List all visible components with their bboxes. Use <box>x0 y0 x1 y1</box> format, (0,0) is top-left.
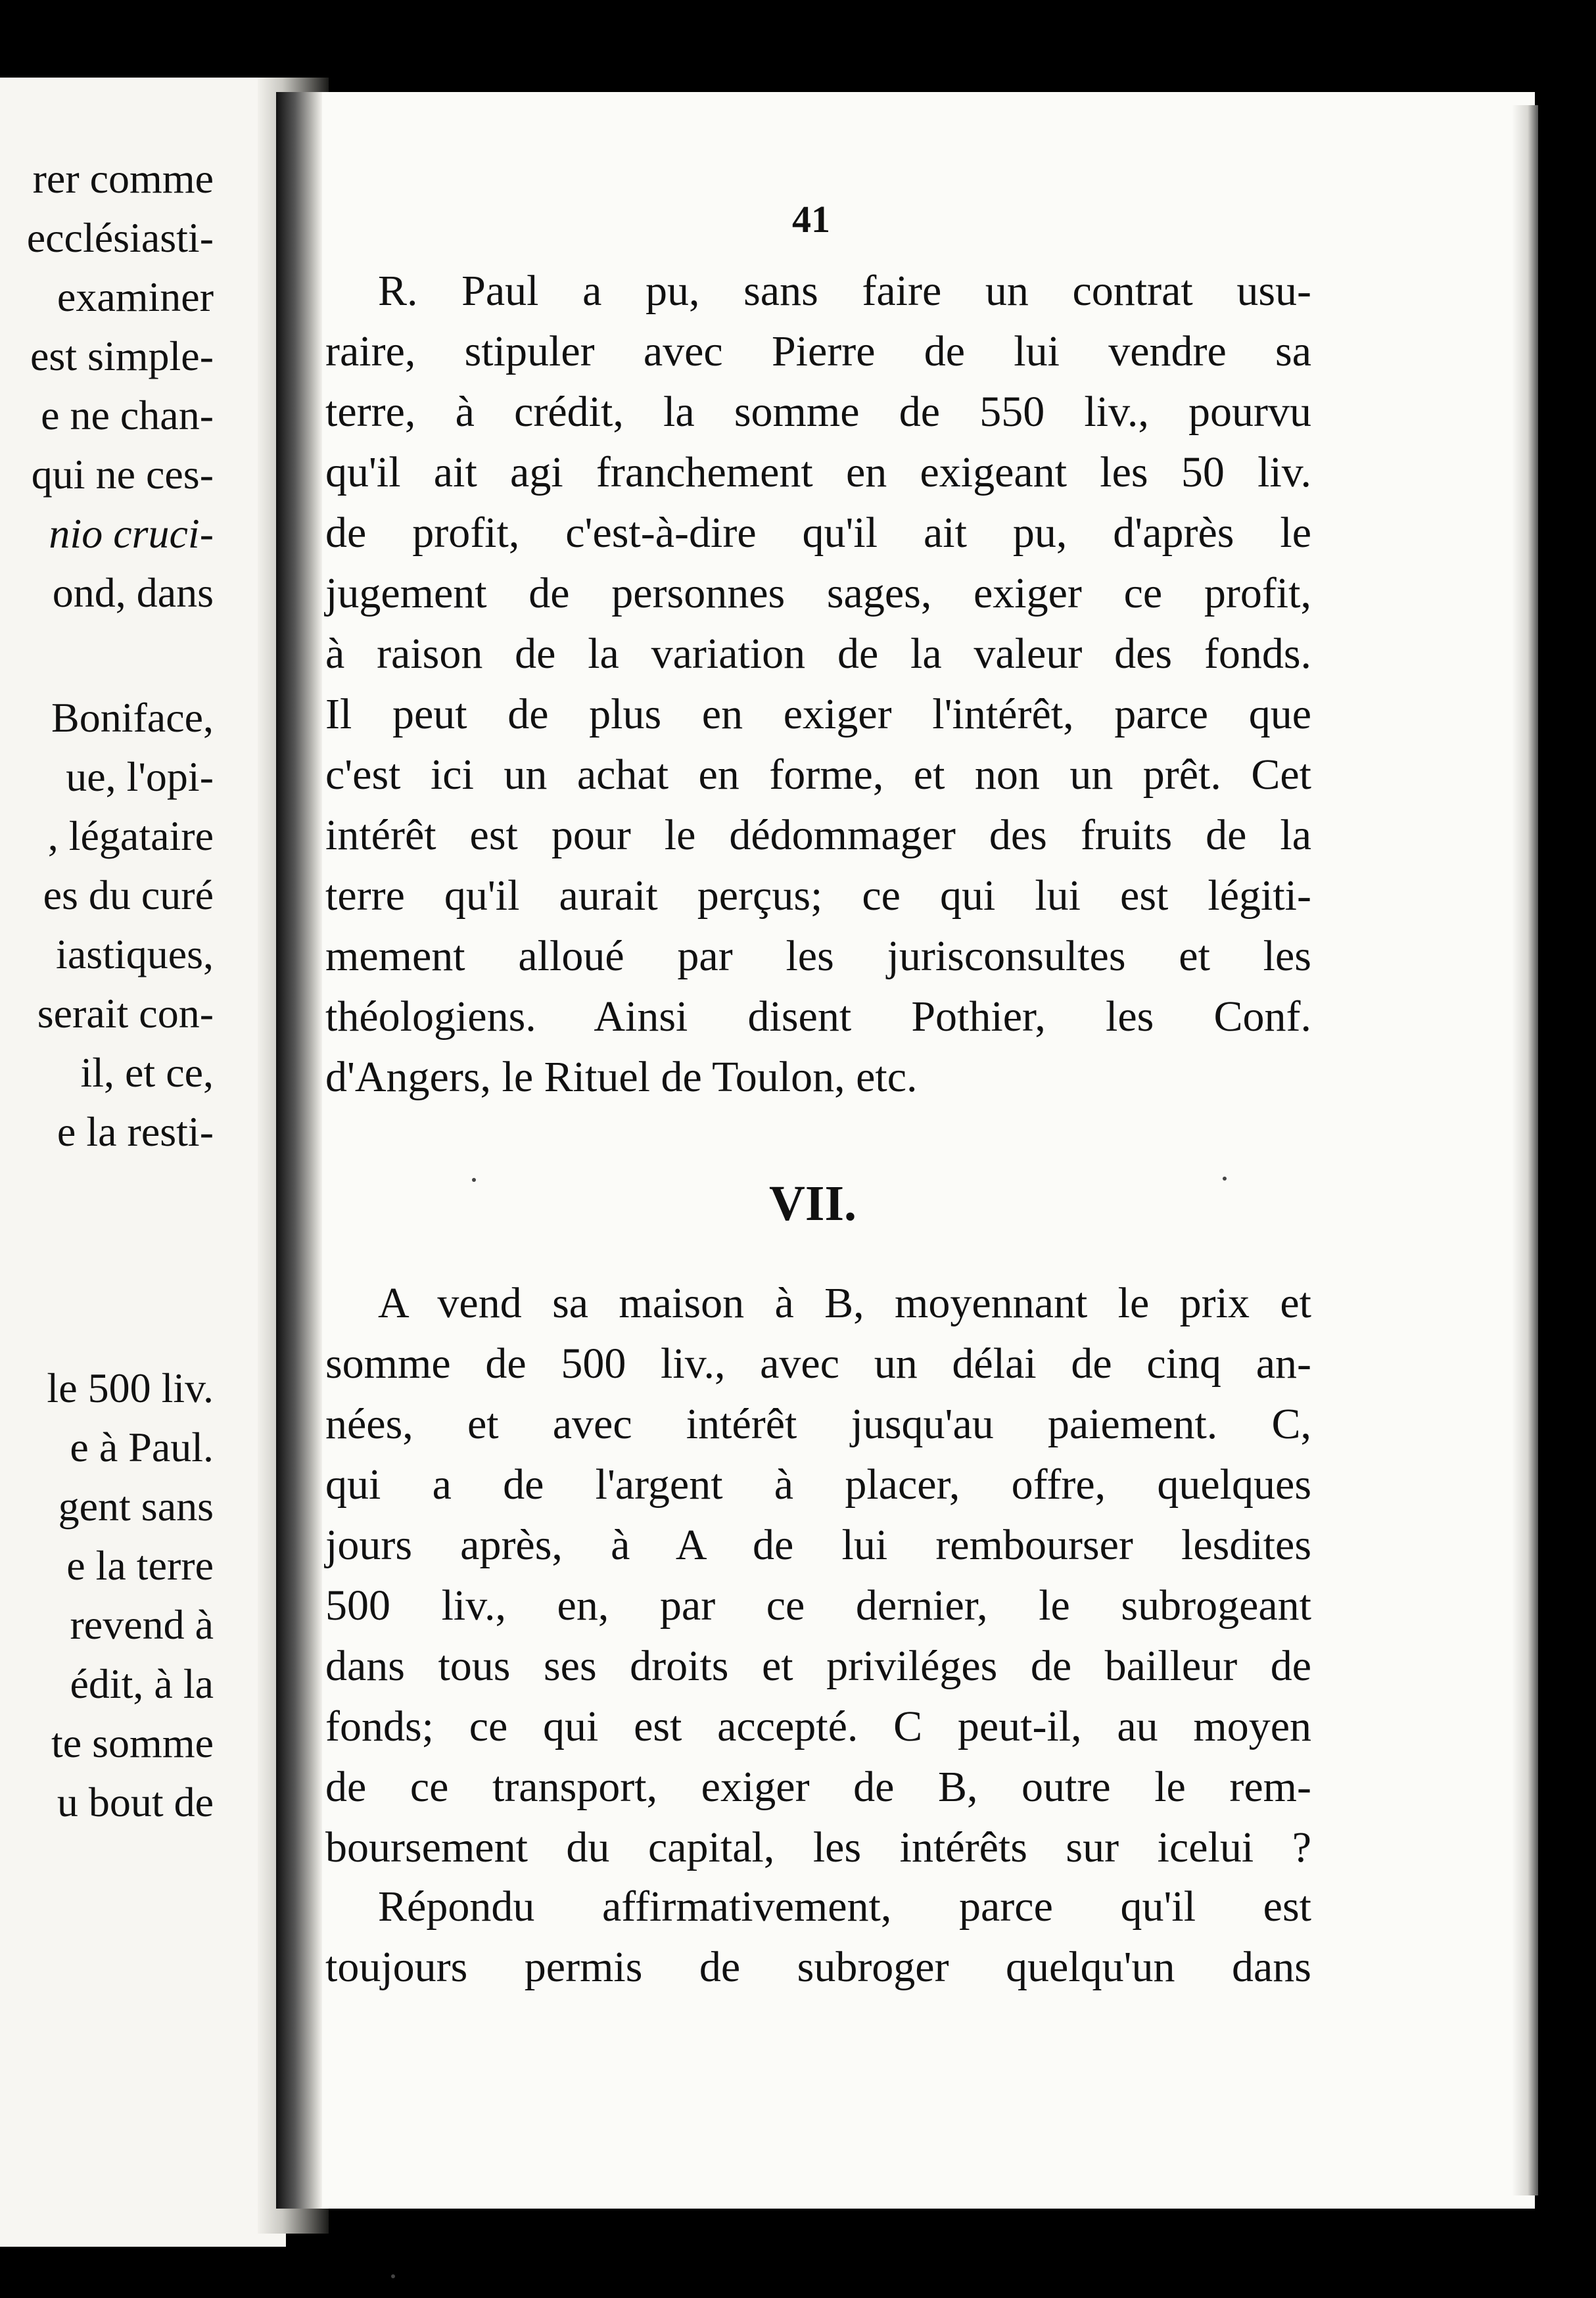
paragraph-2-line: boursement du capital, les intérêts sur icelui ? <box>325 1823 1311 1871</box>
left-facing-page <box>0 78 286 2247</box>
paragraph-3-line: toujours permis de subroger quelqu'un dans <box>325 1943 1311 1991</box>
left-page-line: gent sans <box>58 1483 214 1530</box>
left-page-line: examiner <box>57 273 214 320</box>
page-number: 41 <box>792 198 830 241</box>
ink-speck <box>472 1178 476 1182</box>
paragraph-2-line: fonds; ce qui est accepté. C peut-il, au moyen <box>325 1702 1311 1750</box>
left-page-line: est simple- <box>30 333 214 379</box>
left-page-line: iastiques, <box>56 931 214 977</box>
left-page-line: revend à <box>70 1601 214 1648</box>
left-page-line: e ne chan- <box>41 392 214 438</box>
paragraph-1-line: raire, stipuler avec Pierre de lui vendre sa <box>325 327 1311 375</box>
left-page-line: Boniface, <box>51 694 214 741</box>
paragraph-1-line: théologiens. Ainsi disent Pothier, les Conf. <box>325 993 1311 1041</box>
paragraph-1-line: terre, à crédit, la somme de 550 liv., pourvu <box>325 388 1311 436</box>
paragraph-2-line: 500 liv., en, par ce dernier, le subrogeant <box>325 1582 1311 1630</box>
left-page-line: es du curé <box>43 872 214 918</box>
left-page-line: rer comme <box>32 155 214 202</box>
paragraph-1-line: mement alloué par les jurisconsultes et les <box>325 932 1311 980</box>
left-page-line: u bout de <box>57 1779 214 1825</box>
left-page-line: serait con- <box>37 990 214 1037</box>
binding-shadow <box>276 92 322 2209</box>
left-page-line: le 500 liv. <box>47 1365 214 1411</box>
paragraph-1-line: intérêt est pour le dédommager des fruits de la <box>325 811 1311 859</box>
left-page-line: édit, à la <box>70 1660 214 1707</box>
paragraph-2-line: dans tous ses droits et priviléges de bailleur de <box>325 1642 1311 1690</box>
paragraph-2-line: somme de 500 liv., avec un délai de cinq an- <box>325 1340 1311 1388</box>
ink-speck <box>1223 1177 1227 1181</box>
left-page-line: qui ne ces- <box>31 451 214 498</box>
paragraph-1-line: terre qu'il aurait perçus; ce qui lui est légiti- <box>325 872 1311 920</box>
left-page-line: ue, l'opi- <box>66 753 214 800</box>
paragraph-1-line: Il peut de plus en exiger l'intérêt, parce que <box>325 690 1311 738</box>
paragraph-1-line: d'Angers, le Rituel de Toulon, etc. <box>325 1053 918 1101</box>
paragraph-1-line: de profit, c'est-à-dire qu'il ait pu, d'après le <box>325 509 1311 557</box>
paragraph-1-line: qu'il ait agi franchement en exigeant les 50 liv. <box>325 448 1311 496</box>
left-page-line: e la resti- <box>57 1108 214 1155</box>
paragraph-3-line: Répondu affirmativement, parce qu'il est <box>378 1883 1311 1931</box>
paragraph-2-line: qui a de l'argent à placer, offre, quelques <box>325 1461 1311 1509</box>
paragraph-1-line: c'est ici un achat en forme, et non un prêt. Cet <box>325 751 1311 799</box>
paragraph-2-line: de ce transport, exiger de B, outre le rem- <box>325 1763 1311 1811</box>
paragraph-1-line: R. Paul a pu, sans faire un contrat usu- <box>378 267 1311 315</box>
paragraph-2-line: nées, et avec intérêt jusqu'au paiement. C, <box>325 1400 1311 1448</box>
paragraph-2-line: jours après, à A de lui rembourser lesdites <box>325 1521 1311 1569</box>
paragraph-2-line: A vend sa maison à B, moyennant le prix et <box>378 1279 1311 1327</box>
right-page-edge <box>1512 105 1538 2195</box>
left-page-line: te somme <box>51 1720 214 1766</box>
left-page-line: il, et ce, <box>80 1049 214 1096</box>
left-page-line: ecclésiasti- <box>26 214 214 261</box>
paragraph-1-line: à raison de la variation de la valeur des fonds. <box>325 630 1311 678</box>
left-page-line: e la terre <box>66 1542 214 1589</box>
left-page-line: e à Paul. <box>70 1424 214 1470</box>
paragraph-1-line: jugement de personnes sages, exiger ce profit, <box>325 569 1311 617</box>
ink-speck <box>391 2274 395 2278</box>
left-page-line: ond, dans <box>52 569 214 616</box>
left-page-line: , légataire <box>47 812 214 859</box>
left-page-line: nio cruci- <box>49 510 214 557</box>
section-heading: VII. <box>769 1176 857 1231</box>
